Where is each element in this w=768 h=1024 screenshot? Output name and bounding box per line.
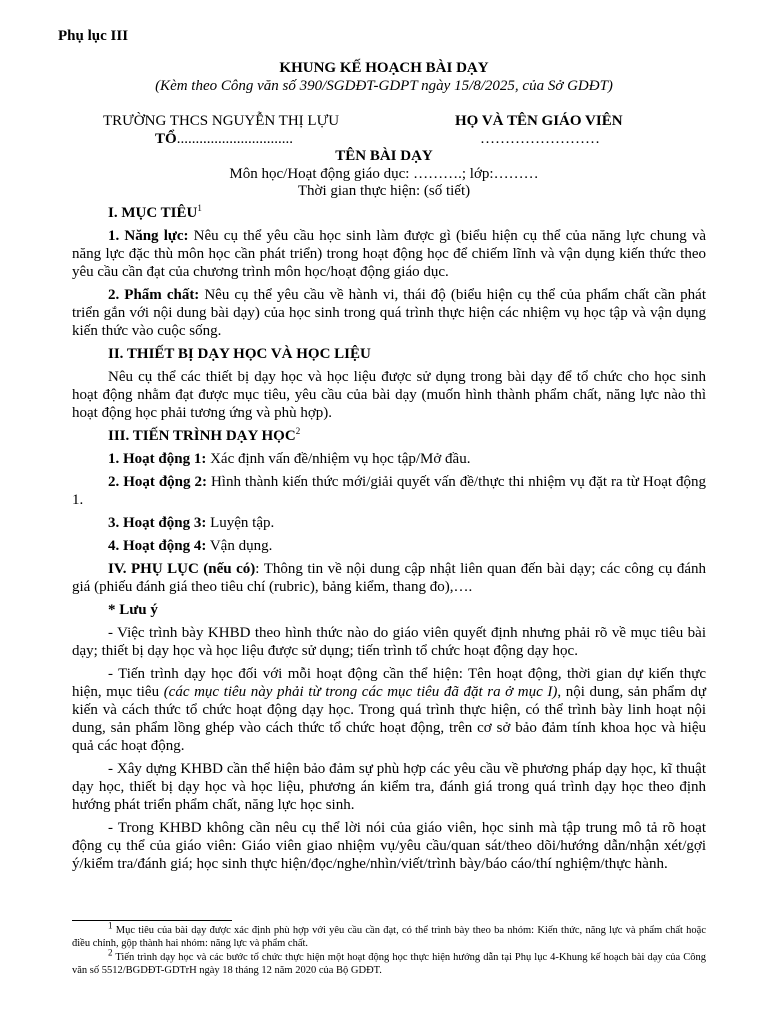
quality-label: 2. Phẩm chất: [108, 287, 200, 303]
activity-item [72, 514, 706, 532]
footnote-mark: 1 [108, 920, 113, 931]
note-paragraph: - Việc trình bày KHBD theo hình thức nào do giáo viên quyết định nhưng phải rõ về mục tiêu bài dạy; thiết bị dạy học và học liệu được sử dụng; tiến trình tổ chức hoạt động dạy học. [72, 625, 706, 659]
footnotes [72, 920, 706, 978]
activity-item [72, 537, 706, 555]
activity-text: Xác định vấn đề/nhiệm vụ học tập/Mở đầu. [206, 451, 471, 467]
teacher-name-dots: …………………… [480, 131, 600, 147]
activity-text: Hình thành kiến thức mới/giải quyết vấn đề/thực thi nhiệm vụ đặt ra từ Hoạt động 1. [72, 474, 707, 508]
activity-item [72, 473, 706, 509]
group-dots: ............................... [176, 131, 293, 147]
section-heading-text: IV. PHỤ LỤC (nếu có) [108, 561, 256, 577]
group-label: TỔ [155, 131, 177, 147]
section-heading-text: II. THIẾT BỊ DẠY HỌC VÀ HỌC LIỆU [108, 346, 371, 362]
footnote-item [72, 920, 706, 950]
appendix-label: Phụ lục III [58, 28, 129, 44]
note-italic-text: (các mục tiêu này phải từ trong các mục tiêu đã đặt ra ở mục I) [163, 684, 558, 700]
activity-label: 1. Hoạt động 1: [108, 451, 207, 467]
teacher-name-label: HỌ VÀ TÊN GIÁO VIÊN [455, 113, 623, 129]
group-field [155, 131, 293, 148]
competence-paragraph [72, 227, 706, 281]
section-4-text: : Thông tin về nội dung cập nhật liên quan đến bài dạy; các công cụ đánh giá (phiếu đánh giá theo tiêu chí (rubric), bảng kiểm, thang đo),…. [72, 561, 706, 595]
note-paragraph: - Trong KHBD không cần nêu cụ thể lời nói của giáo viên, học sinh mà tập trung mô tả rõ hoạt động cụ thể của giáo viên: Giáo viên giao nhiệm vụ/yêu cầu/quan sát/theo dõi/hướng dẫn/nhận xét/gợi ý/kiểm tra/đánh giá; học sinh thực hiện/đọc/nghe/nhìn/viết/trình bày/báo cáo/thí nghiệm/thực hành. [72, 820, 706, 872]
footnote-text: Tiến trình dạy học và các bước tổ chức thực hiện một hoạt động học thực hiện hướng dẫn tại Phụ lục 4-Khung kế hoạch bài dạy của Công văn số 5512/BGDĐT-GDTrH ngày 18 tháng 12 năm 2020 của Bộ GDĐT. [72, 952, 706, 976]
note-paragraph: - Xây dựng KHBD cần thể hiện bảo đảm sự phù hợp các yêu cầu về phương pháp dạy học, kĩ thuật dạy học, thiết bị dạy học và học liệu, phương án kiểm tra, đánh giá trong quá trình dạy học theo định hướng phát triển phẩm chất, năng lực học sinh. [72, 761, 706, 813]
time-line: Thời gian thực hiện: (số tiết) [297, 183, 471, 199]
footnote-mark: 2 [108, 947, 113, 958]
note-heading-text: * Lưu ý [108, 602, 158, 618]
activity-item [72, 450, 706, 468]
section-2-text: Nêu cụ thể các thiết bị dạy học và học liệu được sử dụng trong bài dạy để tổ chức cho học sinh hoạt động nhằm đạt được mục tiêu, yêu cầu của bài dạy (muốn hình thành phẩm chất, năng lực nào thì hoạt động học phải tương ứng và phù hợp). [72, 369, 706, 421]
footnote-ref: 1 [197, 203, 202, 213]
footnote-text: Mục tiêu của bài dạy được xác định phù hợp với yêu cầu cần đạt, có thể trình bày theo ba nhóm: Kiến thức, năng lực và phẩm chất hoặc điều chỉnh, gộp thành hai nhóm: năng lực và phẩm chất. [72, 925, 706, 949]
footnote-separator [72, 920, 232, 921]
document-subtitle: (Kèm theo Công văn số 390/SGDĐT-GDPT ngày 15/8/2025, của Sở GDĐT) [155, 78, 613, 94]
quality-text: Nêu cụ thể yêu cầu về hành vi, thái độ (biểu hiện cụ thể của phẩm chất cần phát triển gắn với nội dung bài dạy) của học sinh trong quá trình thực hiện các nhiệm vụ học tập và vận dụng kiến thức vào cuộc sống. [72, 287, 706, 339]
document-body [72, 204, 706, 878]
note-paragraph [72, 665, 706, 755]
section-heading-text: III. TIẾN TRÌNH DẠY HỌC [108, 428, 296, 444]
section-3-heading [72, 427, 706, 445]
document-title: KHUNG KẾ HOẠCH BÀI DẠY [279, 60, 489, 76]
activity-label: 2. Hoạt động 2: [108, 474, 207, 490]
subject-line: Môn học/Hoạt động giáo dục: ……….; lớp:……… [229, 166, 539, 182]
section-heading-text: I. MỤC TIÊU [108, 205, 198, 221]
note-text: , nội dung, sản phẩm dự kiến và cách thức tổ chức hoạt động dạy học. Trong quá trình thực hiện, có thể trình bày linh hoạt nội dung, sản phẩm lồng ghép vào cách thức tổ chức hoạt động, trên cơ sở bảo đảm tính khoa học và hiệu quả các hoạt động. [72, 684, 706, 754]
competence-text: Nêu cụ thể yêu cầu học sinh làm được gì (biểu hiện cụ thể của năng lực chung và năng lực đặc thù môn học cần phát triển) trong hoạt động học để chiếm lĩnh và vận dụng kiến thức theo yêu cầu cần đạt của chương trình môn học/hoạt động giáo dục. [72, 228, 706, 280]
footnote-ref: 2 [295, 426, 301, 436]
note-heading [72, 601, 706, 619]
lesson-title: TÊN BÀI DẠY [335, 148, 433, 164]
note-text: - Tiến trình dạy học đối với mỗi hoạt động cần thể hiện: Tên hoạt động, thời gian dự kiến thực hiện, mục tiêu [72, 666, 706, 700]
section-1-heading [72, 204, 706, 222]
section-2-heading [72, 345, 706, 363]
section-4-paragraph [72, 560, 706, 596]
competence-label: 1. Năng lực: [108, 228, 189, 244]
quality-paragraph [72, 286, 706, 340]
activity-label: 4. Hoạt động 4: [108, 538, 207, 554]
school-name: TRƯỜNG THCS NGUYỄN THỊ LỰU [103, 113, 340, 129]
footnote-item [72, 947, 706, 977]
activity-text: Luyện tập. [206, 515, 275, 531]
activity-text: Vận dụng. [206, 538, 273, 554]
activity-label: 3. Hoạt động 3: [108, 515, 207, 531]
